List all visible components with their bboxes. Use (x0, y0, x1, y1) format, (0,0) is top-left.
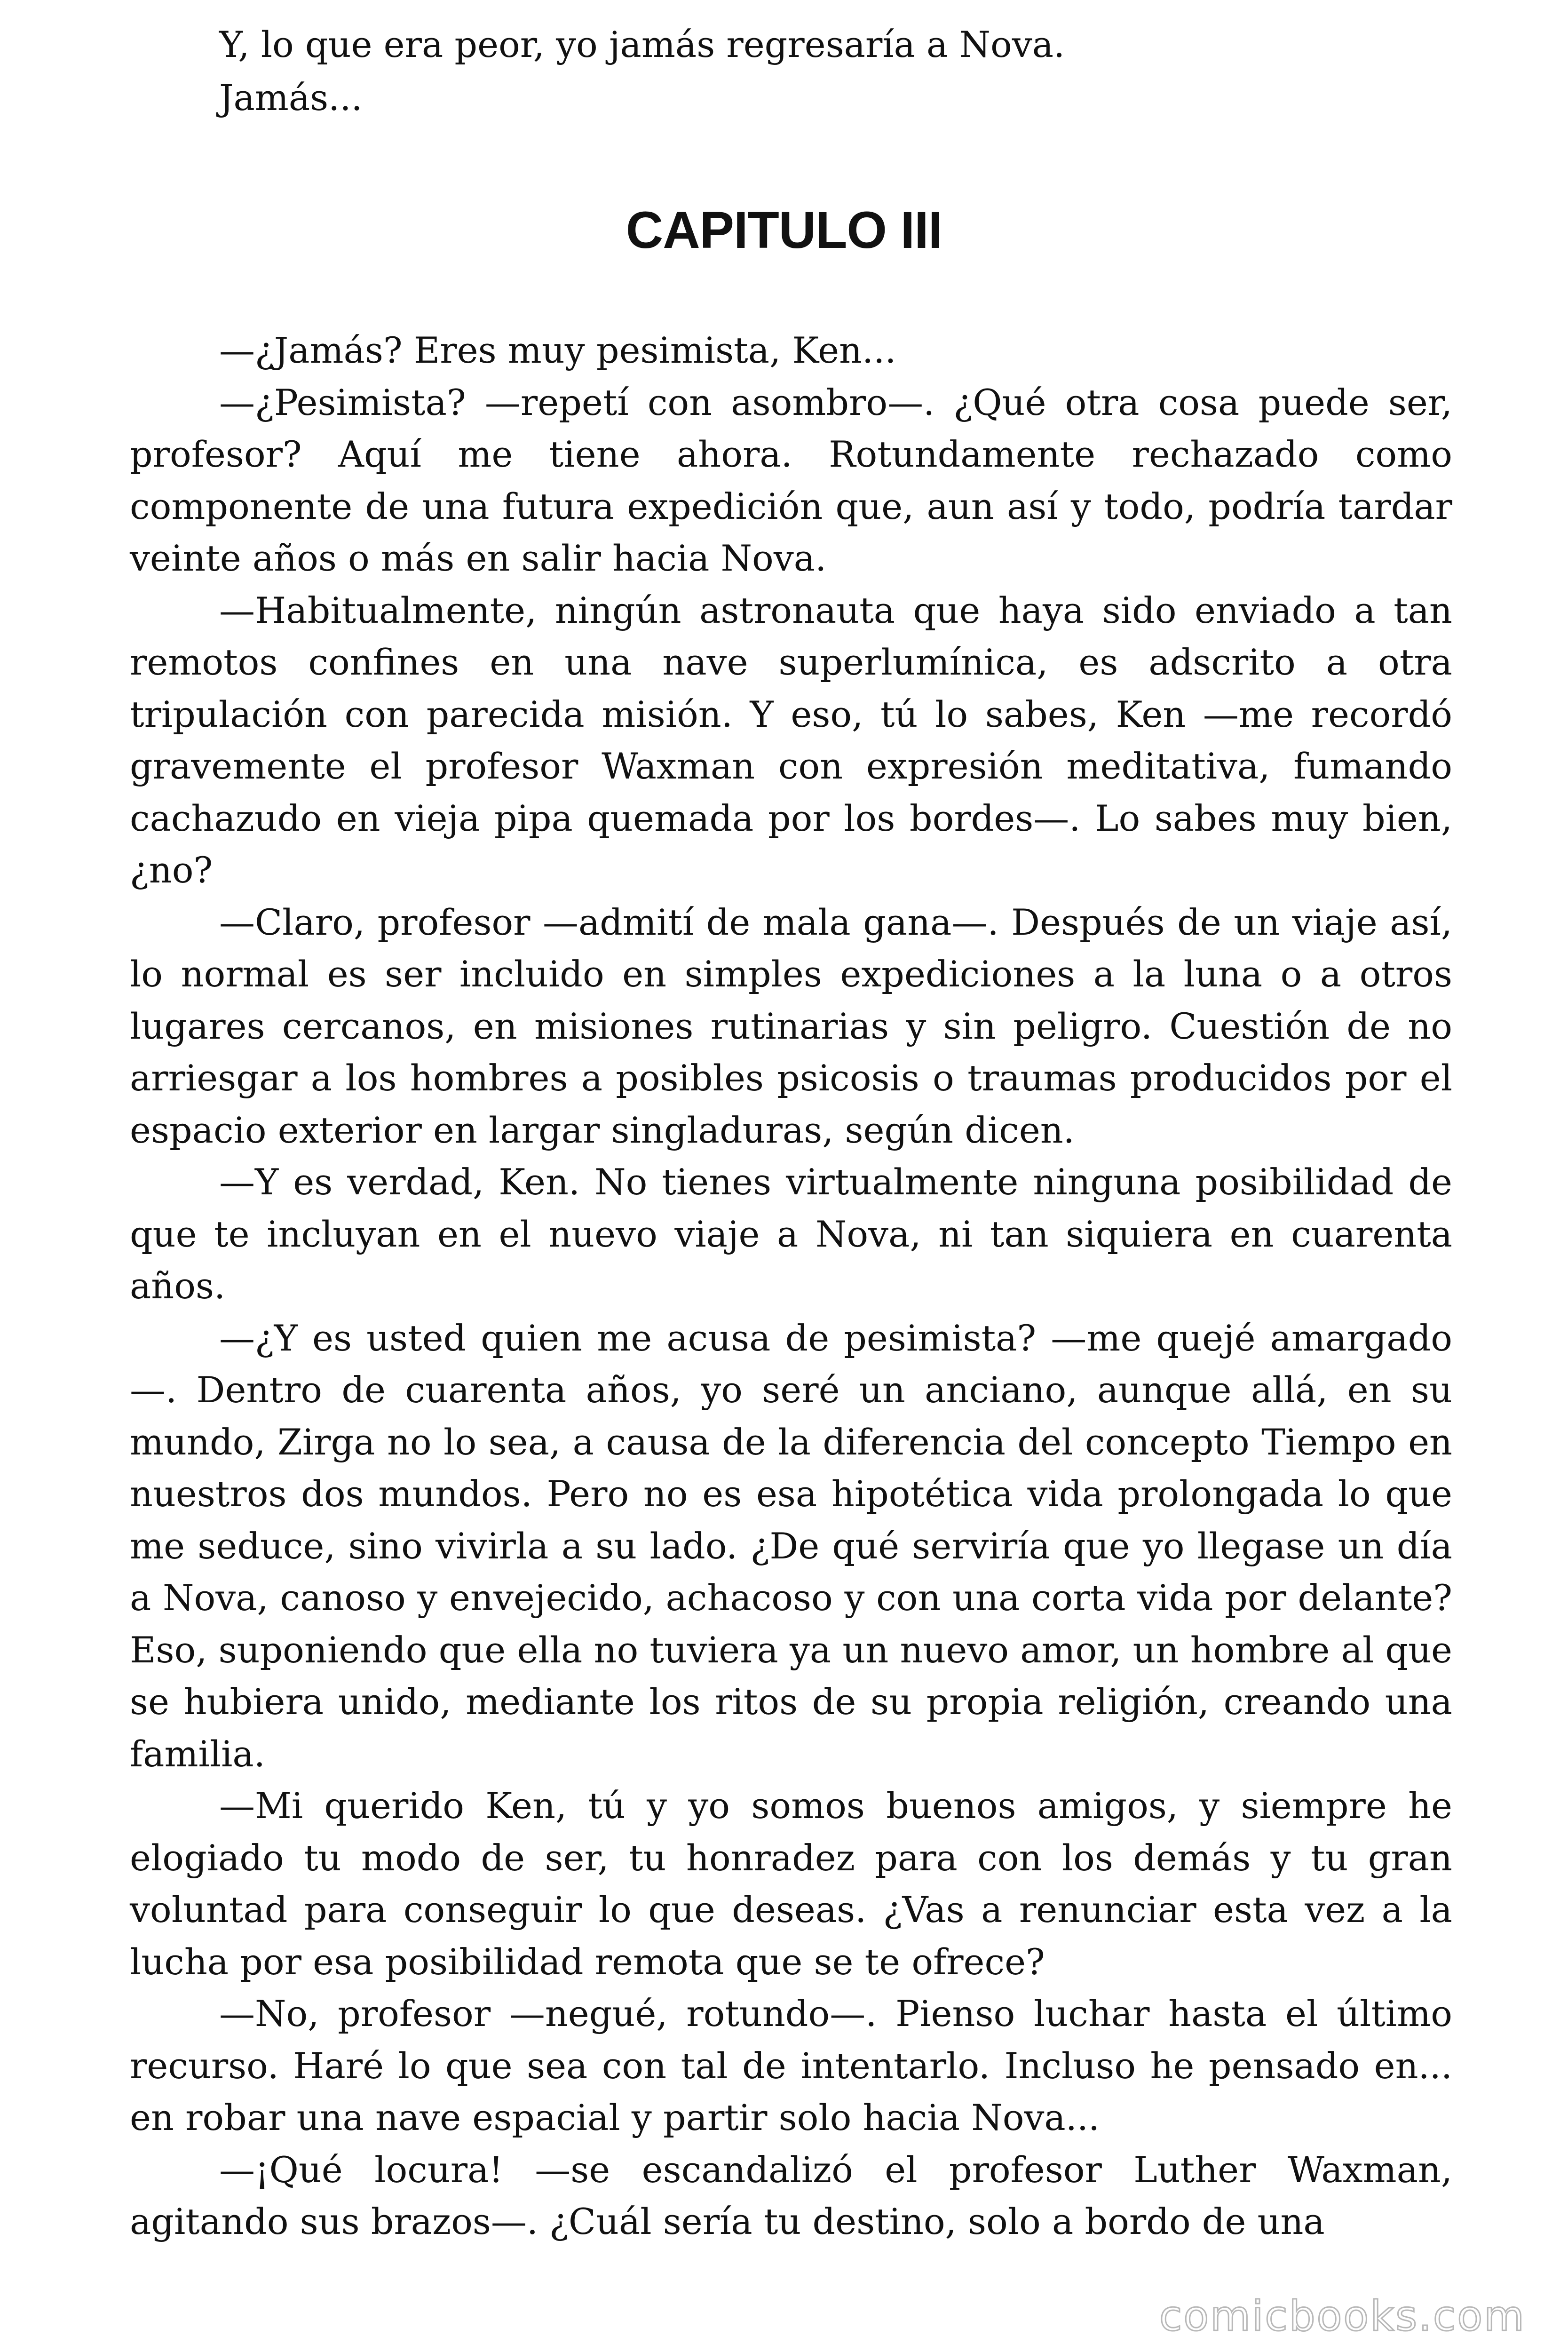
paragraph: —¡Qué locura! —se escandalizó el profesor Luther Waxman, agitando sus brazos—. ¿Cuál sería tu destino, solo a bordo de una (130, 2148, 1452, 2242)
previous-line: Jamás... (219, 77, 363, 119)
paragraph: —No, profesor —negué, rotundo—. Pienso luchar hasta el último recurso. Haré lo que sea con tal de intentarlo. Incluso he pensado en... en robar una nave espacial y partir solo hacia Nova... (130, 1993, 1452, 2138)
paragraph: —Y es verdad, Ken. No tienes virtualmente ninguna posibilidad de que te incluyan en el nuevo viaje a Nova, ni tan siquiera en cuarenta años. (130, 1161, 1452, 1307)
previous-chapter-ending (219, 18, 1480, 124)
paragraph: —Habitualmente, ningún astronauta que haya sido enviado a tan remotos confines en una nave superlumínica, es adscrito a otra tripulación con parecida misión. Y eso, tú lo sabes, Ken —me recordó gravemente el profesor Waxman con expresión meditativa, fumando cachazudo en vieja pipa quemada por los bordes—. Lo sabes muy bien, ¿no? (130, 589, 1452, 891)
watermark: comicbooks.com (1159, 2292, 1526, 2340)
paragraph: —Claro, profesor —admití de mala gana—. Después de un viaje así, lo normal es ser incluido en simples expediciones a la luna o a otros lugares cercanos, en misiones rutinarias y sin peligro. Cuestión de no arriesgar a los hombres a posibles psicosis o traumas producidos por el espacio exterior en largar singladuras, según dicen. (130, 901, 1452, 1151)
chapter-title: CAPITULO III (626, 201, 942, 259)
chapter-body (130, 325, 1452, 2248)
paragraph: —Mi querido Ken, tú y yo somos buenos amigos, y siempre he elogiado tu modo de ser, tu honradez para con los demás y tu gran voluntad para conseguir lo que deseas. ¿Vas a renunciar esta vez a la lucha por esa posibilidad remota que se te ofrece? (130, 1785, 1452, 1983)
previous-line: Y, lo que era peor, yo jamás regresaría a Nova. (219, 24, 1065, 65)
paragraph: —¿Pesimista? —repetí con asombro—. ¿Qué otra cosa puede ser, profesor? Aquí me tiene ahora. Rotundamente rechazado como componente de una futura expedición que, aun así y todo, podría tardar veinte años o más en salir hacia Nova. (130, 381, 1452, 579)
paragraph: —¿Jamás? Eres muy pesimista, Ken... (219, 329, 896, 371)
paragraph: —¿Y es usted quien me acusa de pesimista? —me quejé amargado—. Dentro de cuarenta años, yo seré un anciano, aunque allá, en su mundo, Zirga no lo sea, a causa de la diferencia del concepto Tiempo en nuestros dos mundos. Pero no es esa hipotética vida prolongada lo que me seduce, sino vivirla a su lado. ¿De qué serviría que yo llegase un día a Nova, canoso y envejecido, achacoso y con una corta vida por delante? Eso, suponiendo que ella no tuviera ya un nuevo amor, un hombre al que se hubiera unido, mediante los ritos de su propia religión, creando una familia. (130, 1317, 1452, 1775)
